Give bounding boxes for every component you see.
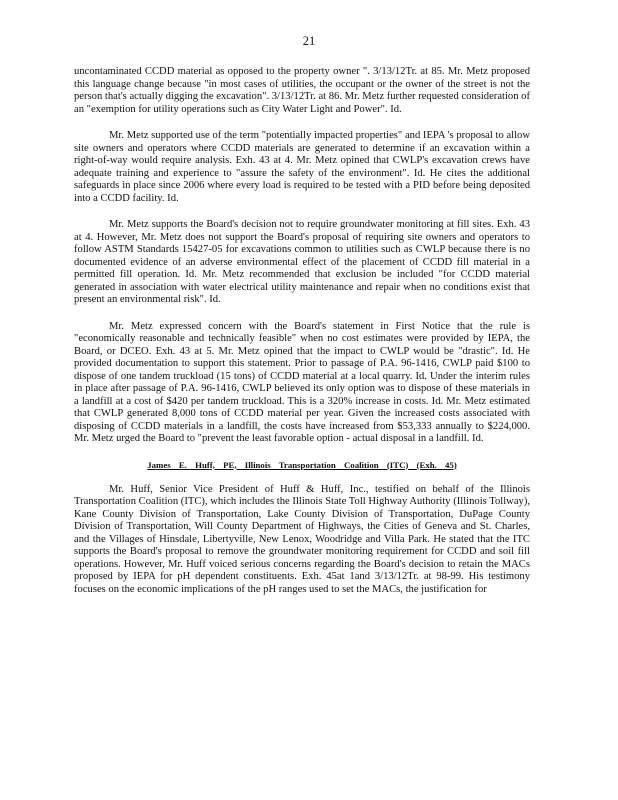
- paragraph-metz-right-of-way: Mr. Metz supported use of the term "potentially impacted properties" and IEPA 's proposal to allow site owners and operators where CCDD materials are generated to determine if an excavation within a right-of-way would require analysis. Exh. 43 at 4. Mr. Metz opined that CWLP's excavation crews have adequate training and experience to "assure the safety of the environment". Id. He cites the additional safeguards in place since 2006 where every load is required to be tested with a PID before being deposited into a CCDD facility. Id.: [74, 130, 530, 204]
- paragraph-continuation: uncontaminated CCDD material as opposed to the property owner ". 3/13/12Tr. at 85. Mr. Metz proposed this language change because "in most cases of utilities, the occupant or the owner of the street is not the person that's actually digging the excavation". 3/13/12Tr. at 86. Mr. Metz further requested consideration of an "exemption for utility operations such as City Water Light and Power". Id.: [74, 66, 530, 115]
- paragraph-metz-economic-cost: Mr. Metz expressed concern with the Board's statement in First Notice that the rule is "economically reasonable and technically feasible" when no cost estimates were provided by IEPA, the Board, or DCEO. Exh. 43 at 5. Mr. Metz opined that the impact to CWLP would be "drastic". Id. He provided documentation to support this statement. Prior to passage of P.A. 96-1416, CWLP paid $100 to dispose of one tandem truckload (15 tons) of CCDD material at a local quarry. Id. Under the interim rules in place after passage of P.A. 96-1416, CWLP believed its only option was to dispose of these materials in a landfill at a cost of $420 per tandem truckload. This is a 320% increase in costs. Id. Mr. Metz estimated that CWLP generated 8,000 tons of CCDD material per year. Given the increased costs associated with disposing of CCDD materials in a landfill, the costs have increased from $53,333 annually to $224,000. Mr. Metz urged the Board to "prevent the least favorable option - actual disposal in a landfill. Id.: [74, 320, 530, 444]
- paragraph-metz-groundwater: Mr. Metz supports the Board's decision not to require groundwater monitoring at fill sites. Exh. 43 at 4. However, Mr. Metz does not support the Board's proposal of requiring site owners and operators to follow ASTM Standards 15427-05 for excavations common to utilities such as CWLP because there is no documented evidence of an adverse environmental effect of the placement of CCDD fill material in a permitted fill operation. Id. Mr. Metz recommended that exclusion be included "for CCDD material generated in association with water electrical utility maintenance and repair when no conditions exist that present an environmental risk". Id.: [74, 219, 530, 305]
- page-number: 21: [302, 34, 316, 48]
- section-heading: James E. Huff, PE, Illinois Transportation Coalition (ITC) (Exh. 45): [147, 459, 457, 470]
- document-body: [74, 66, 530, 610]
- paragraph-huff-testimony: Mr. Huff, Senior Vice President of Huff & Huff, Inc., testified on behalf of the Illinois Transportation Coalition (ITC), which includes the Illinois State Toll Highway Authority (Illinois Tollway), Kane County Division of Transportation, Lake County Division of Transportation, DuPage County Division of Transportation, Will County Department of Highways, the Cities of Geneva and St. Charles, and the Villages of Hinsdale, Libertyville, New Lenox, Woodridge and Villa Park. He stated that the ITC supports the Board's proposal to remove the groundwater monitoring requirement for CCDD and soil fill operations. However, Mr. Huff voiced serious concerns regarding the Board's decision to retain the MACs proposed by IEPA for pH dependent constituents. Exh. 45at 1and 3/13/12Tr. at 98-99. His testimony focuses on the economic implications of the pH ranges used to set the MACs, the justification for: [74, 483, 530, 595]
